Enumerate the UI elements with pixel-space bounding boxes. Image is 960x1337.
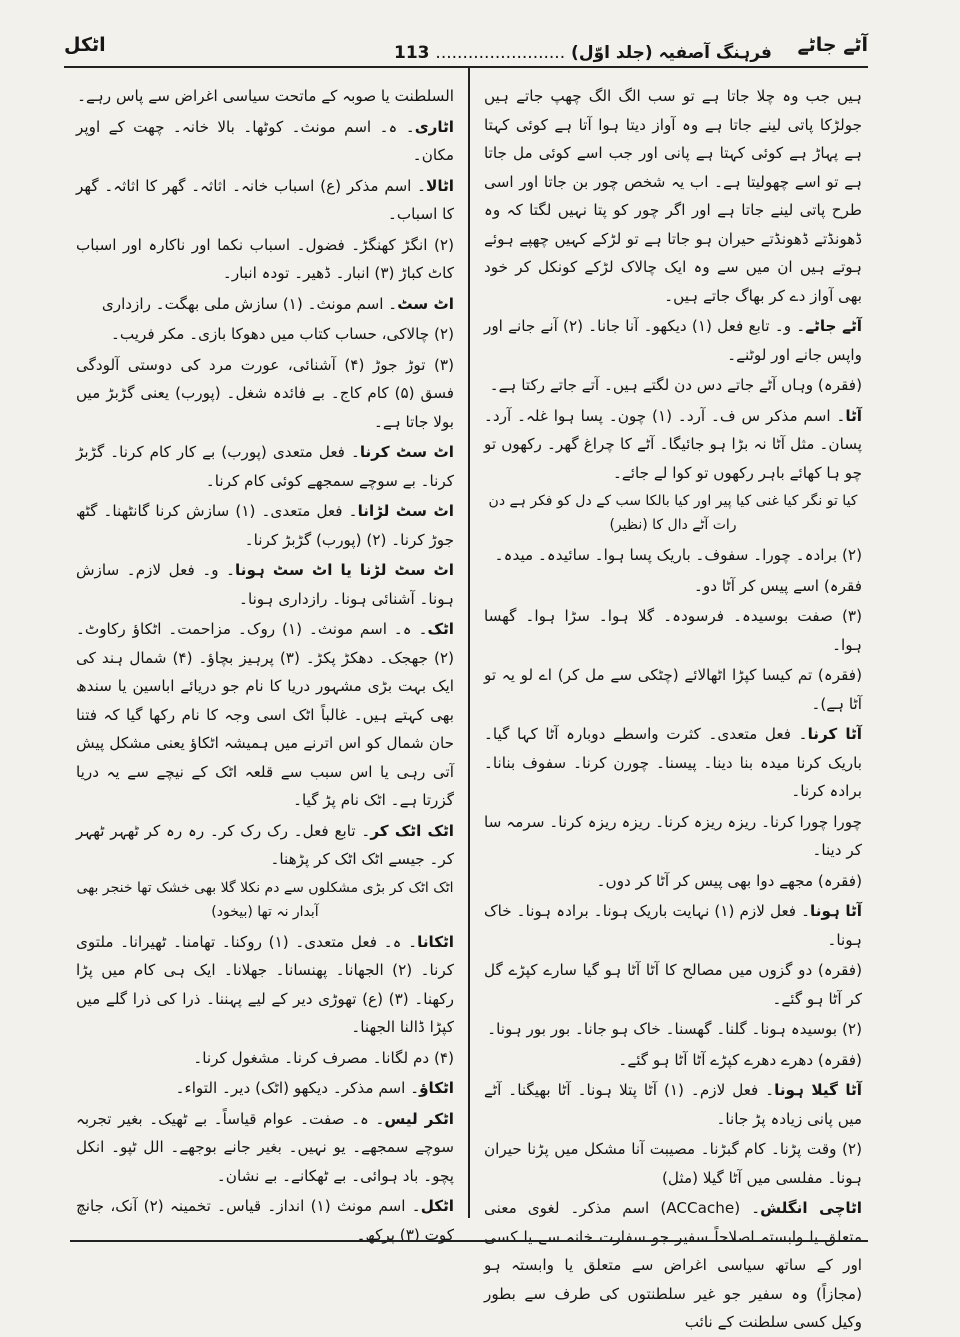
dictionary-entry [76, 1105, 454, 1191]
definition-paragraph: (۳) صفت بوسیدہ۔ فرسودہ۔ گلا ہوا۔ سڑا ہوا۔ گھسا ہوا۔ [484, 607, 862, 654]
headword: اٹ سٹ [397, 294, 454, 313]
dictionary-entry [484, 897, 862, 954]
definition: ۔ اسم مونث۔ (۱) سازش ملی بھگت۔ رازداری [101, 294, 398, 313]
definition: ۔ فعل متعدی۔ (۱) سازش کرنا گانٹھنا۔ گٹھ جوڑ کرنا۔ (۲) (پورب) گڑبڑ کرنا۔ [76, 502, 454, 549]
right-column [478, 68, 868, 1331]
definition-paragraph: فقرہ) اسے پیس کر آٹا دو۔ [694, 576, 862, 595]
dictionary-entry [76, 497, 454, 554]
headword: اٹاچی انگلش [760, 1199, 863, 1217]
dictionary-entry [76, 290, 454, 319]
headword: اٹکاؤ [419, 1079, 454, 1097]
headword: اٹک اٹک کر [370, 821, 454, 840]
definition-paragraph: (۲) بوسیدہ ہونا۔ گلنا۔ گھسنا۔ خاک ہو جانا۔ بور بور ہونا۔ [487, 1020, 862, 1038]
headword: آٹے جاٹے [805, 317, 862, 335]
header-book-title: فرہنگ آصفیہ (جلد اوّل) [571, 43, 772, 63]
definition: ۔ فعل لازم۔ (۱) آٹا پتلا ہونا۔ آٹا بھیگنا۔ آٹے میں پانی زیادہ پڑ جانا۔ [484, 1081, 862, 1128]
definition: ۔ اسم مذکر۔ دیکھو (اٹک) دیر۔ التواء۔ [175, 1079, 420, 1097]
dictionary-entry [484, 402, 862, 488]
dictionary-entry [76, 438, 454, 495]
dictionary-entry [76, 928, 454, 1042]
definition-paragraph: (۲) برادہ۔ چورا۔ سفوف۔ باریک پسا ہوا۔ سائیدہ۔ میدہ۔ [494, 546, 862, 564]
dictionary-entry [484, 1076, 862, 1133]
definition-paragraph: (فقرہ) وہاں آٹے جاتے دس دن لگتے ہیں۔ آتے جاتے رکتا ہے۔ [489, 376, 862, 394]
verse-quote: اٹک اٹک کر بڑی مشکلوں سے دم نکلا گلا بھی خشک تھا خنجر بھی آبدار نہ تھا (بیخود) [76, 879, 454, 920]
definition: ۔ ہ۔ اسم مونث۔ (۱) روک۔ مزاحمت۔ اٹکاؤ رکاوٹ۔ (۲) جھجک۔ دھکڑ پکڑ۔ (۳) پرہیز بچاؤ۔ (۴) شمال ہند کی ایک بہت بڑی مشہور دریا کا نام جو دریائے اباسین یا سندھ بھی کہتے ہیں۔ غالباً اٹک اسی وجہ کا نام رکھا گیا کہ فتنا حان شمال کو اس اترنے میں ہمیشہ اٹکاؤ یعنی مشکل پیش آتی رہی یا اس سبب سے قلعہ اٹک کے نیچے سے یہ دریا گزرتا ہے۔ اٹک نام پڑ گیا۔ [76, 620, 454, 809]
dictionary-entry [76, 615, 454, 815]
headword: اٹکل [420, 1197, 454, 1215]
headword: اٹ سٹ لڑنا یا اٹ سٹ ہونا [235, 561, 454, 579]
definition-paragraph: (۲) وقت پڑنا۔ کام گبڑنا۔ مصیبت آنا مشکل میں پڑنا حیران ہونا۔ مفلسی میں آٹا گیلا (مثل) [484, 1140, 862, 1187]
headword: اٹکانا [417, 932, 454, 951]
headword: آٹا [845, 406, 862, 425]
dictionary-entry [76, 113, 454, 170]
definition: ۔ و۔ فعل لازم۔ سازش ہونا۔ آشنائی ہونا۔ رازداری ہونا۔ [76, 561, 454, 608]
footer-rule [70, 1240, 868, 1242]
definition: ۔ تابع فعل۔ رک رک کر۔ رہ رہ کر ٹھہر ٹھہر کر۔ جیسے اٹک اٹک کر پڑھنا۔ [76, 821, 454, 868]
definition-paragraph: چورا چورا کرنا۔ ریزہ ریزہ کرنا۔ ریزہ ریزہ کرنا۔ سرمہ سا کر دینا۔ [484, 812, 862, 859]
definition-paragraph: (فقرہ) تم کیسا کپڑا اٹھالائے (چٹکی سے مل کر) اے لو یہ تو آٹا ہے)۔ [484, 666, 862, 713]
headword: آٹا کرنا [807, 725, 862, 743]
dictionary-entry [76, 556, 454, 613]
definition-paragraph: السلطنت یا صوبہ کے ماتحت سیاسی اغراض سے پاس رہے۔ [77, 87, 454, 105]
dictionary-entry [76, 817, 454, 874]
definition: ۔ فعل متعدی (پورب) بے کار کام کرنا۔ گڑبڑ کرنا۔ بے سوچے سمجھے کوئی کام کرنا۔ [76, 443, 454, 490]
definition-paragraph: (۳) توڑ جوڑ (۴) آشنائی، عورت مرد کی دوستی آلودگی فسق (۵) کام کاج۔ بے فائدہ شغل۔ (پورب) یعنی گڑبڑ میں بولا جاتا ہے۔ [76, 355, 455, 431]
headword: آٹا ہونا [810, 902, 863, 920]
left-column [70, 68, 460, 1244]
definition: ۔ ہ۔ فعل متعدی۔ (۱) روکنا۔ تھامنا۔ ٹھیرانا۔ ملتوی کرنا۔ (۲) الجھانا۔ پھنسانا۔ جھلانا۔ ایک ہی کام میں پڑا رکھنا۔ (۳) (ع) تھوڑی دیر کے لیے پہننا۔ ذرا کی ذرا گلے میں کپڑا ڈالنا الجھنا۔ [76, 932, 454, 1036]
verse-quote: کیا تو نگر کیا غنی کیا پیر اور کیا بالکا سب کے دل کو فکر ہے دن رات آٹے دال کا (نظیر) [488, 493, 858, 533]
dictionary-entry [484, 720, 862, 806]
columns [64, 68, 868, 1331]
header-guide-word-left: اٹکل [64, 34, 106, 56]
definition: ۔ ہ۔ صفت۔ عوام قیاساً۔ بے ٹھیک۔ بغیر تجربہ سوچے سمجھے۔ یو نہیں۔ بغیر جانے بوجھے۔ الل ٹپو۔ انکل پچو۔ باد ہوائی۔ بے ٹھکانے۔ بے نشان۔ [76, 1109, 454, 1185]
headword: اٹ سٹ لڑانا [357, 502, 454, 520]
header-guide-word-right: آٹے جاٹے [797, 34, 868, 56]
dictionary-entry [76, 1074, 454, 1103]
definition-paragraph: (۲) انگڑ کھنگڑ۔ فضول۔ اسباب نکما اور ناکارہ اور اسباب کاٹ کباڑ (۳) انبار۔ ڈھیر۔ تودہ انبار۔ [76, 235, 454, 282]
definition-paragraph: (فقرہ) مجھے دوا بھی پیس کر آٹا کر دوں۔ [596, 871, 862, 890]
definition: ۔ فعل لازم (۱) نہایت باریک ہونا۔ برادہ ہونا۔ خاک ہونا۔ [484, 902, 862, 949]
dictionary-entry [484, 312, 862, 369]
definition: ۔ (ACCache) اسم مذکر۔ لغوی معنی متعلق یا وابستہ اصلاحاً سفیر جو سفارت خانہ سے یا کسی اور کے ساتھ سیاسی اغراض سے متعلق یا وابستہ ہو (مجازاً) وہ سفیر جو غیر سلطنتوں کی طرف سے بطور وکیل کسی سلطنت کے نائب [484, 1199, 862, 1331]
definition-paragraph: ہیں جب وہ چلا جاتا ہے تو سب الگ الگ چھپ جاتے ہیں جولڑکا پاتی لینے جاتا ہے وہ آواز دیتا ہوا آتا ہے کوئی کہتا ہے پہاڑ ہے کوئی کہتا ہے پانی اور جب اسے کوئی مل جاتا ہے تو اسے چھولیتا ہے۔ اب یہ شخص چور بن جاتا اور اسی طرح پاتی لینے جاتا ہے اور اگر چور کو پتا نہیں لگتا کہ وہ ڈھونڈتے ڈھونڈتے حیران ہو جاتا ہے تو لڑکے کہیں چھپے ہوئے ہوتے ہیں ان میں سے وہ ایک چالاک لڑکے کونکل کر خود بھی آواز دے کر بھاگ جاتے ہیں۔ [484, 87, 862, 305]
headword: اٹالا [426, 176, 454, 195]
column-divider [468, 68, 470, 1218]
page-number: 113 [394, 43, 430, 63]
headword: اٹاری [414, 117, 454, 136]
definition: ۔ و۔ تابع فعل (۱) دیکھو۔ آنا جانا۔ (۲) آنے جانے اور واپس جانے اور لوٹنے۔ [484, 317, 862, 364]
definition-paragraph: (۲) چالاکی، حساب کتاب میں دھوکا بازی۔ مکر فریب۔ [110, 325, 454, 343]
header-dots: ........................ [435, 43, 566, 63]
dictionary-entry [76, 172, 454, 229]
headword: اٹک [427, 620, 454, 638]
definition: ۔ اسم مذکر (ع) اسباب خانہ۔ اثاثہ۔ گھر کا اثاثہ۔ گھر کا اسباب۔ [76, 176, 454, 223]
definition: ۔ اسم مذکر س ف۔ آرد۔ (۱) چون۔ پسا ہوا غلہ۔ آرد۔ پسان۔ مثل آٹا نہ بڑا ہو جائیگا۔ آٹے کا چراغ گھر۔ رکھوں تو چو ہا کھائے باہر رکھوں تو کوا لے جائے۔ [484, 406, 862, 482]
dictionary-entry [484, 1194, 862, 1337]
page-header [64, 28, 868, 64]
definition: ۔ ہ۔ اسم مونث۔ کوٹھا۔ بالا خانہ۔ چھت کے اوپر مکان۔ [76, 117, 454, 164]
header-title [394, 42, 772, 63]
headword: آٹا گیلا ہونا [774, 1081, 863, 1099]
definition: ۔ فعل متعدی۔ کثرت واسطے دوبارہ آٹا کہا گیا۔ باریک کرنا میدہ بنا دینا۔ پیسنا۔ چورن کرنا۔ سفوف بنانا۔ برادہ کرنا۔ [484, 725, 862, 800]
headword: اٹ سٹ کرنا [359, 443, 454, 461]
definition-paragraph: (فقرہ) دھرے دھرے کپڑے آٹا آٹا ہو گئے۔ [618, 1050, 862, 1069]
definition-paragraph: (فقرہ) دو گزوں میں مصالح کا آٹا آٹا ہو گیا سارے کپڑے گل کر آٹا ہو گئے۔ [484, 961, 862, 1008]
definition-paragraph: (۴) دم لگانا۔ مصرف کرنا۔ مشغول کرنا۔ [193, 1048, 454, 1067]
definition: ۔ اسم مونث (۱) انداز۔ قیاس۔ تخمینہ (۲) آنک، جانچ کوت (۳) پرکھ۔ [76, 1197, 454, 1244]
headword: اٹکر لیس [384, 1109, 454, 1128]
